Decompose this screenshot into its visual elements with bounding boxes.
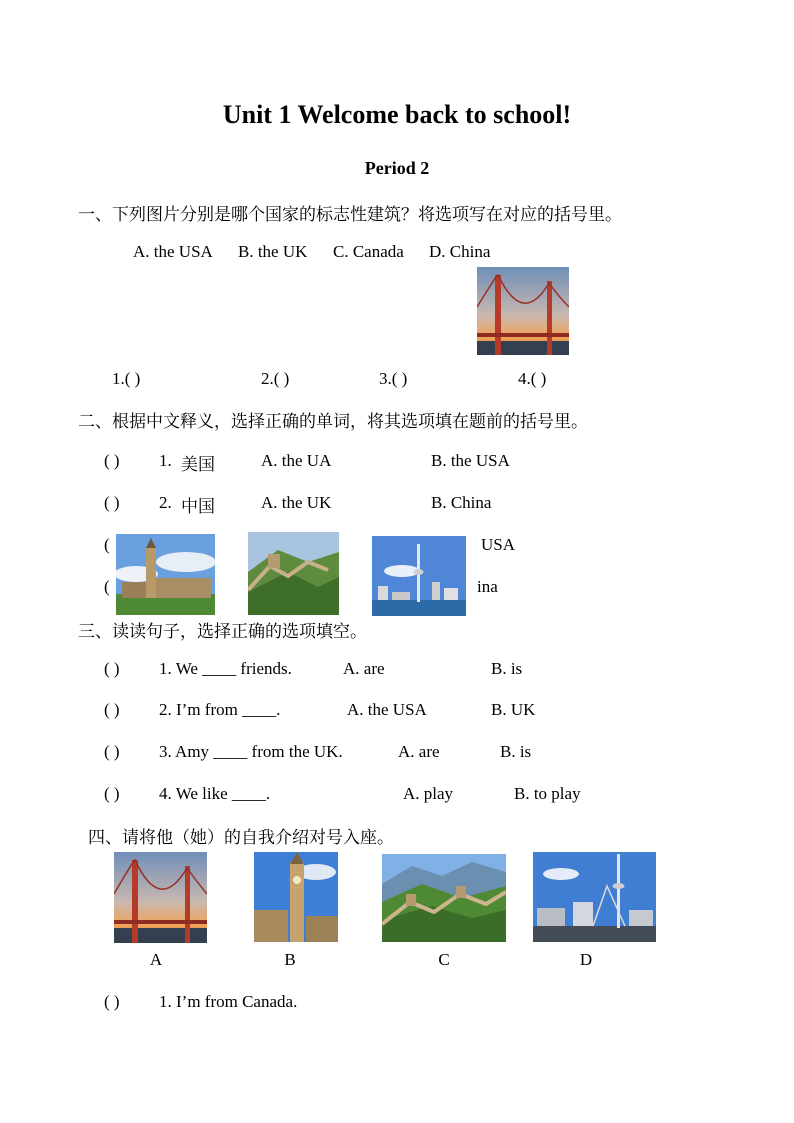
section4-label-d: D <box>579 950 593 969</box>
section1-option-d: D. China <box>429 242 491 261</box>
golden-gate-bridge-image <box>477 267 569 355</box>
section3-option-b-3: B. is <box>500 742 532 761</box>
section1-blank-4[interactable]: 4.( ) <box>518 369 547 388</box>
section3-heading: 三、读读句子，选择正确的选项填空。 <box>78 622 367 642</box>
section1-blank-3[interactable]: 3.( ) <box>379 369 408 388</box>
section2-option-b-1: B. the USA <box>431 451 510 470</box>
section3-option-a-3: A. are <box>398 742 440 761</box>
section3-answer-4[interactable]: ( ) <box>104 784 120 803</box>
section2-heading: 二、根据中文释义，选择正确的单词，将其选项填在题前的括号里。 <box>78 412 588 432</box>
section3-question-3: 3. Amy ____ from the UK. <box>159 742 343 761</box>
section2-tail-3: USA <box>481 535 516 554</box>
section3-option-a-4: A. play <box>403 784 454 803</box>
big-ben-image <box>116 534 215 615</box>
section2-answer-4[interactable]: ( <box>104 577 110 596</box>
golden-gate-image-a <box>114 852 207 943</box>
section1-blank-2[interactable]: 2.( ) <box>261 369 290 388</box>
section1-heading: 一、下列图片分别是哪个国家的标志性建筑？将选项写在对应的括号里。 <box>78 205 622 225</box>
section1-blank-1[interactable]: 1.( ) <box>112 369 141 388</box>
section4-label-b: B <box>284 950 296 969</box>
section2-option-a-2: A. the UK <box>261 493 332 512</box>
section3-question-1: 1. We ____ friends. <box>159 659 292 678</box>
section2-cn-1: 美国 <box>181 455 215 475</box>
section4-answer-1[interactable]: ( ) <box>104 992 120 1011</box>
section2-num-1: 1. <box>159 451 172 470</box>
page-subtitle: Period 2 <box>364 158 430 178</box>
section3-option-b-2: B. UK <box>491 700 536 719</box>
section4-heading: 四、请将他（她）的自我介绍对号入座。 <box>88 828 394 848</box>
section3-answer-2[interactable]: ( ) <box>104 700 120 719</box>
section3-option-a-1: A. are <box>343 659 385 678</box>
section2-option-b-2: B. China <box>431 493 492 512</box>
section4-question-1: 1. I’m from Canada. <box>159 992 298 1011</box>
big-ben-image-b <box>254 852 338 942</box>
page-title: Unit 1 Welcome back to school! <box>222 100 572 129</box>
great-wall-image-c <box>382 854 506 942</box>
section2-option-a-1: A. the UA <box>261 451 332 470</box>
section4-label-a: A <box>149 950 163 969</box>
great-wall-image <box>248 532 339 615</box>
section2-tail-4: ina <box>477 577 498 596</box>
cn-tower-image-d <box>533 852 656 942</box>
section2-answer-1[interactable]: ( ) <box>104 451 120 470</box>
section1-option-a: A. the USA <box>133 242 213 261</box>
section3-question-4: 4. We like ____. <box>159 784 271 803</box>
section4-label-c: C <box>438 950 450 969</box>
section3-option-b-1: B. is <box>491 659 523 678</box>
section2-answer-3[interactable]: ( <box>104 535 110 554</box>
section3-answer-3[interactable]: ( ) <box>104 742 120 761</box>
cn-tower-image <box>372 536 466 616</box>
section2-cn-2: 中国 <box>181 497 215 517</box>
section3-option-b-4: B. to play <box>514 784 581 803</box>
section2-answer-2[interactable]: ( ) <box>104 493 120 512</box>
section2-num-2: 2. <box>159 493 172 512</box>
section1-option-c: C. Canada <box>333 242 404 261</box>
section3-option-a-2: A. the USA <box>347 700 427 719</box>
section3-answer-1[interactable]: ( ) <box>104 659 120 678</box>
section3-question-2: 2. I’m from ____. <box>159 700 281 719</box>
section1-option-b: B. the UK <box>238 242 308 261</box>
